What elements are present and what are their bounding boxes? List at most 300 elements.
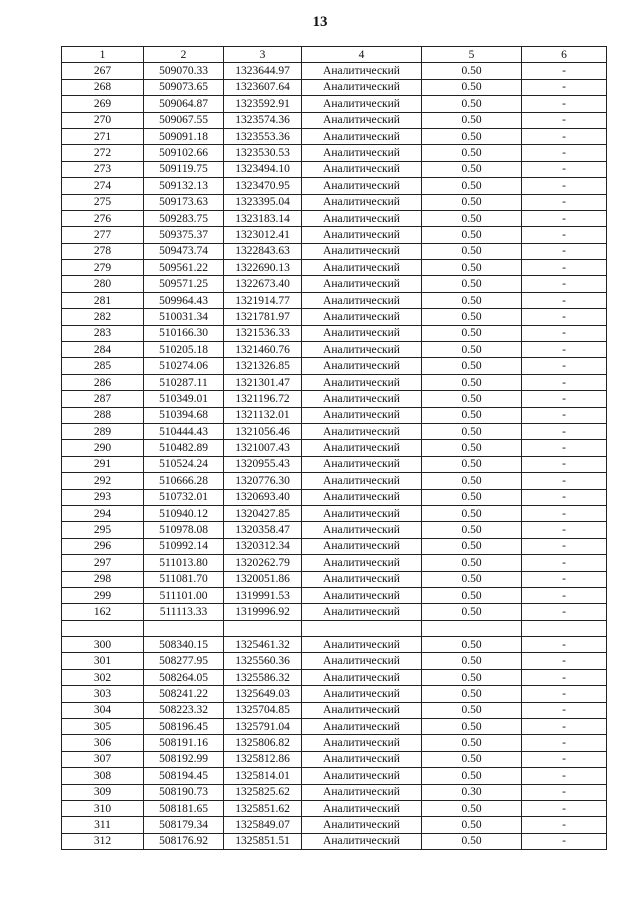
table-cell: - [522,178,607,194]
table-row [62,96,607,112]
table-cell: 0.50 [422,276,522,292]
table-cell: 1325851.62 [224,800,302,816]
table-cell: 292 [62,473,144,489]
table-cell: 275 [62,194,144,210]
table-cell: 1321326.85 [224,358,302,374]
table-cell: - [522,604,607,620]
table-row [62,112,607,128]
table-cell: 0.50 [422,735,522,751]
table-cell: 1321536.33 [224,325,302,341]
table-cell: 0.50 [422,571,522,587]
table-cell: 0.50 [422,473,522,489]
table-cell: 510166.30 [144,325,224,341]
table-row [62,440,607,456]
table-cell: 273 [62,161,144,177]
table-cell: 0.50 [422,292,522,308]
table-cell: 510992.14 [144,538,224,554]
table-cell: 0.50 [422,128,522,144]
table-row [62,669,607,685]
table-cell: 510394.68 [144,407,224,423]
table-row [62,391,607,407]
table-cell: 511101.00 [144,587,224,603]
table-cell: 510349.01 [144,391,224,407]
table-cell: 310 [62,800,144,816]
table-row [62,260,607,276]
table-cell: 0.50 [422,768,522,784]
table-cell: 0.50 [422,358,522,374]
table-cell: - [522,555,607,571]
table-cell: Аналитический [302,391,422,407]
table-cell: 274 [62,178,144,194]
table-cell: 1323183.14 [224,210,302,226]
table-cell: 508194.45 [144,768,224,784]
table-cell: 511113.33 [144,604,224,620]
table-cell: 1325586.32 [224,669,302,685]
table-cell: 510031.34 [144,309,224,325]
table-cell: 283 [62,325,144,341]
table-cell: 1321007.43 [224,440,302,456]
table-cell: 303 [62,686,144,702]
table-cell: Аналитический [302,637,422,653]
table-cell [302,620,422,636]
table-cell: 508179.34 [144,817,224,833]
table-cell: 1325825.62 [224,784,302,800]
table-cell: Аналитический [302,473,422,489]
table-cell: 312 [62,833,144,849]
table-cell: 0.50 [422,456,522,472]
table-cell: 1321132.01 [224,407,302,423]
table-cell: 287 [62,391,144,407]
table-cell: 509102.66 [144,145,224,161]
table-cell: 162 [62,604,144,620]
table-cell: 0.50 [422,522,522,538]
table-cell: Аналитический [302,505,422,521]
table-cell: - [522,587,607,603]
table-cell: 508277.95 [144,653,224,669]
table-cell: - [522,407,607,423]
table-cell: 508340.15 [144,637,224,653]
table-row [62,423,607,439]
column-header: 5 [422,47,522,63]
table-cell: Аналитический [302,587,422,603]
table-cell: 1325461.32 [224,637,302,653]
table-cell: 509571.25 [144,276,224,292]
table-cell: Аналитический [302,522,422,538]
table-cell [144,620,224,636]
table-cell: 0.50 [422,161,522,177]
table-cell: - [522,505,607,521]
table-row [62,620,607,636]
table-cell: 508241.22 [144,686,224,702]
table-cell: Аналитический [302,489,422,505]
table-cell: 508223.32 [144,702,224,718]
table-cell: - [522,440,607,456]
table-row [62,473,607,489]
table-row [62,309,607,325]
table-cell: 0.50 [422,79,522,95]
table-cell: 0.50 [422,669,522,685]
table-cell: 509091.18 [144,128,224,144]
table-cell: 1320427.85 [224,505,302,521]
table-cell: - [522,325,607,341]
table-cell: Аналитический [302,161,422,177]
table-cell: Аналитический [302,309,422,325]
table-cell: 0.50 [422,817,522,833]
table-cell: 510666.28 [144,473,224,489]
table-cell: 0.50 [422,505,522,521]
table-cell: 510524.24 [144,456,224,472]
table-cell: - [522,423,607,439]
table-row [62,210,607,226]
table-cell: 0.50 [422,751,522,767]
table-row [62,702,607,718]
column-header: 4 [302,47,422,63]
table-row [62,276,607,292]
column-header: 3 [224,47,302,63]
table-cell: 279 [62,260,144,276]
table-cell: 1323530.53 [224,145,302,161]
table-cell: 0.50 [422,145,522,161]
table-cell: 294 [62,505,144,521]
table-cell: 0.50 [422,637,522,653]
table-cell: 268 [62,79,144,95]
table-cell: - [522,702,607,718]
table-cell: 0.50 [422,555,522,571]
table-cell: 0.50 [422,587,522,603]
table-row [62,145,607,161]
table-cell: 508191.16 [144,735,224,751]
table-cell: 1321781.97 [224,309,302,325]
coordinates-table [61,46,607,850]
table-cell: 509064.87 [144,96,224,112]
table-cell: 508176.92 [144,833,224,849]
table-cell: - [522,79,607,95]
table-cell: Аналитический [302,571,422,587]
table-cell: 508181.65 [144,800,224,816]
table-cell: 0.50 [422,653,522,669]
table-cell [62,620,144,636]
table-cell: - [522,669,607,685]
table-cell: 0.50 [422,489,522,505]
table-cell: Аналитический [302,653,422,669]
table-cell: 511013.80 [144,555,224,571]
table-cell: - [522,571,607,587]
table-cell: 290 [62,440,144,456]
table-cell: Аналитический [302,112,422,128]
table-cell: 298 [62,571,144,587]
table-cell: 1325791.04 [224,719,302,735]
table-cell: 1323592.91 [224,96,302,112]
table-cell: 510205.18 [144,342,224,358]
table-cell: 1323494.10 [224,161,302,177]
table-cell: 0.50 [422,194,522,210]
table-cell: 509375.37 [144,227,224,243]
table-cell: - [522,96,607,112]
table-cell: 1323012.41 [224,227,302,243]
table-cell: Аналитический [302,456,422,472]
table-row [62,555,607,571]
table-cell: 0.50 [422,423,522,439]
table-cell: 509473.74 [144,243,224,259]
table-cell: 1323644.97 [224,63,302,79]
table-cell: 1322843.63 [224,243,302,259]
table-cell: 296 [62,538,144,554]
table-cell: - [522,161,607,177]
table-cell: 299 [62,587,144,603]
table-cell: 1321301.47 [224,374,302,390]
table-cell: Аналитический [302,227,422,243]
table-cell: Аналитический [302,719,422,735]
table-cell: - [522,292,607,308]
table-row [62,178,607,194]
table-row [62,456,607,472]
table-cell: 509067.55 [144,112,224,128]
table-row [62,505,607,521]
table-cell: 0.50 [422,243,522,259]
table-cell: 270 [62,112,144,128]
table-cell: - [522,637,607,653]
table-row [62,768,607,784]
page-number: 13 [312,14,328,30]
table-cell: 295 [62,522,144,538]
table-cell: 285 [62,358,144,374]
table-cell: - [522,309,607,325]
table-cell: 289 [62,423,144,439]
table-cell: - [522,538,607,554]
table-cell: - [522,391,607,407]
table-cell: 282 [62,309,144,325]
table-cell: 0.50 [422,210,522,226]
table-cell: 302 [62,669,144,685]
table-row [62,358,607,374]
table-cell: - [522,686,607,702]
table-cell: Аналитический [302,604,422,620]
table-cell: 306 [62,735,144,751]
table-cell: Аналитический [302,276,422,292]
table-cell: 1323607.64 [224,79,302,95]
table-cell: 1325649.03 [224,686,302,702]
table-cell: 510940.12 [144,505,224,521]
table-cell: 311 [62,817,144,833]
table-row [62,522,607,538]
table-cell: 510287.11 [144,374,224,390]
table-cell: 0.50 [422,391,522,407]
table-row [62,227,607,243]
table-cell: Аналитический [302,260,422,276]
table-cell: 0.50 [422,440,522,456]
table-row [62,604,607,620]
table-cell [224,620,302,636]
table-row [62,489,607,505]
table-cell [422,620,522,636]
table-cell: Аналитический [302,292,422,308]
table-row [62,243,607,259]
table-cell: 1322673.40 [224,276,302,292]
table-cell: 1323395.04 [224,194,302,210]
table-row [62,128,607,144]
table-cell: Аналитический [302,817,422,833]
table-cell: - [522,260,607,276]
table-cell: 510978.08 [144,522,224,538]
table-cell: 1325560.36 [224,653,302,669]
table-cell: 297 [62,555,144,571]
table-cell: - [522,194,607,210]
table-row [62,407,607,423]
table-cell: 1321196.72 [224,391,302,407]
table-row [62,194,607,210]
table-cell: - [522,63,607,79]
table-cell: 0.50 [422,702,522,718]
table-cell: - [522,817,607,833]
table-cell: 1325851.51 [224,833,302,849]
table-cell: 1321056.46 [224,423,302,439]
table-row [62,686,607,702]
table-cell: 0.50 [422,719,522,735]
table-cell: Аналитический [302,440,422,456]
table-cell: 1325849.07 [224,817,302,833]
table-cell: Аналитический [302,96,422,112]
table-cell: Аналитический [302,669,422,685]
table-cell [522,620,607,636]
table-cell: - [522,342,607,358]
table-cell: 0.50 [422,342,522,358]
table-cell: 1323553.36 [224,128,302,144]
table-cell: 1320051.86 [224,571,302,587]
table-cell: 0.50 [422,833,522,849]
table-cell: Аналитический [302,342,422,358]
table-cell: 0.50 [422,604,522,620]
table-cell: Аналитический [302,128,422,144]
table-cell: - [522,358,607,374]
table-cell: 1319996.92 [224,604,302,620]
table-cell: Аналитический [302,407,422,423]
table-cell: - [522,833,607,849]
table-cell: 510482.89 [144,440,224,456]
table-cell: - [522,374,607,390]
table-cell: - [522,243,607,259]
table-cell: 0.50 [422,407,522,423]
table-cell: 1320262.79 [224,555,302,571]
table-cell: 291 [62,456,144,472]
column-header: 2 [144,47,224,63]
table-cell: - [522,128,607,144]
table-cell: Аналитический [302,751,422,767]
table-row [62,325,607,341]
table-cell: 272 [62,145,144,161]
table-cell: 1321914.77 [224,292,302,308]
table-cell: - [522,800,607,816]
table-cell: 269 [62,96,144,112]
table-cell: 1325814.01 [224,768,302,784]
table-cell: - [522,145,607,161]
table-cell: 288 [62,407,144,423]
table-cell: 510732.01 [144,489,224,505]
table-cell: 1320693.40 [224,489,302,505]
column-header: 6 [522,47,607,63]
table-cell: 1321460.76 [224,342,302,358]
table-header-row [62,47,607,63]
table-cell: 509132.13 [144,178,224,194]
table-cell: 271 [62,128,144,144]
table-cell: 0.50 [422,538,522,554]
table-cell: 508264.05 [144,669,224,685]
table-cell: Аналитический [302,538,422,554]
table-cell: 509119.75 [144,161,224,177]
table-cell: 300 [62,637,144,653]
table-cell: Аналитический [302,145,422,161]
table-cell: Аналитический [302,784,422,800]
table-row [62,653,607,669]
table-cell: Аналитический [302,686,422,702]
table-cell: - [522,276,607,292]
table-cell: 510274.06 [144,358,224,374]
table-row [62,833,607,849]
table-cell: Аналитический [302,358,422,374]
table-cell: Аналитический [302,768,422,784]
table-cell: - [522,227,607,243]
table-cell: 1320358.47 [224,522,302,538]
table-cell: 1322690.13 [224,260,302,276]
table-row [62,63,607,79]
table-cell: Аналитический [302,374,422,390]
table-cell: 304 [62,702,144,718]
table-cell: - [522,768,607,784]
table-row [62,751,607,767]
table-cell: 286 [62,374,144,390]
table-cell: 0.50 [422,178,522,194]
table-cell: 0.50 [422,63,522,79]
table-row [62,800,607,816]
table-cell: 0.50 [422,227,522,243]
table-row [62,292,607,308]
table-cell: Аналитический [302,79,422,95]
table-cell: - [522,784,607,800]
table-cell: Аналитический [302,63,422,79]
table-row [62,735,607,751]
table-cell: 0.50 [422,686,522,702]
table-cell: Аналитический [302,555,422,571]
table-cell: 301 [62,653,144,669]
table-cell: 281 [62,292,144,308]
table-cell: 1323470.95 [224,178,302,194]
table-cell: 1325806.82 [224,735,302,751]
table-cell: - [522,489,607,505]
table-cell: 509561.22 [144,260,224,276]
table-cell: 509073.65 [144,79,224,95]
table-cell: Аналитический [302,423,422,439]
table-row [62,342,607,358]
table-cell: 276 [62,210,144,226]
table-cell: 277 [62,227,144,243]
table-cell: 509964.43 [144,292,224,308]
table-cell: 1320776.30 [224,473,302,489]
table-cell: 0.50 [422,325,522,341]
table-cell: 293 [62,489,144,505]
table-cell: 308 [62,768,144,784]
table-cell: 1320955.43 [224,456,302,472]
table-cell: 278 [62,243,144,259]
table-row [62,571,607,587]
table-cell: 1323574.36 [224,112,302,128]
table-cell: Аналитический [302,178,422,194]
table-cell: 0.50 [422,112,522,128]
table-cell: 508192.99 [144,751,224,767]
table-cell: 0.50 [422,260,522,276]
table-cell: 509283.75 [144,210,224,226]
table-cell: Аналитический [302,194,422,210]
table-cell: Аналитический [302,210,422,226]
table-cell: 0.50 [422,800,522,816]
